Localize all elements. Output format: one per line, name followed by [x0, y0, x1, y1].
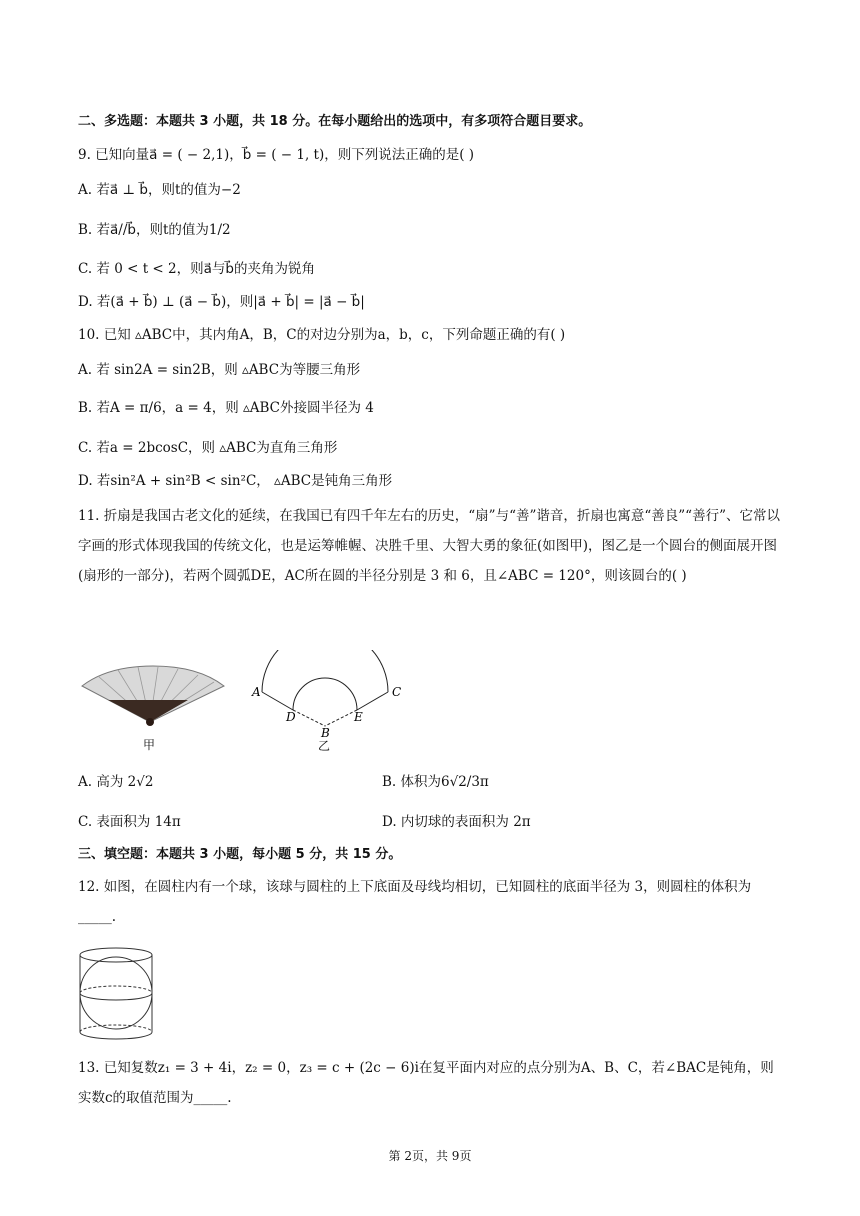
q10-option-a: A. 若 sin2A = sin2B，则 ▵ABC为等腰三角形 [78, 362, 361, 378]
cylinder-top [80, 948, 152, 962]
section-header-multi-choice: 二、多选题：本题共 3 小题，共 18 分。在每小题给出的选项中，有多项符合题目要求。 [78, 114, 592, 129]
q9-option-d: D. 若(a⃗ + b⃗) ⊥ (a⃗ − b⃗)，则|a⃗ + b⃗| = |a⃗ − b⃗| [78, 294, 365, 310]
q9-option-a: A. 若a⃗ ⊥ b⃗，则t的值为−2 [78, 182, 241, 198]
label-b: B [321, 726, 330, 738]
segment-db [293, 710, 325, 726]
arc-ac [262, 650, 388, 692]
q9-stem: 9. 已知向量a⃗ = ( − 2,1)，b⃗ = ( − 1, t)，则下列说法正确的是( ) [78, 147, 475, 163]
label-e: E [354, 710, 363, 724]
fan-pivot [146, 718, 154, 726]
folding-fan-figure [78, 664, 228, 734]
q10-option-b: B. 若A = π/6，a = 4，则 ▵ABC外接圆半径为 4 [78, 400, 374, 416]
q10-option-c: C. 若a = 2bcosC，则 ▵ABC为直角三角形 [78, 440, 338, 456]
q11-option-c: C. 表面积为 14π [78, 814, 181, 830]
section-header-fill-in: 三、填空题：本题共 3 小题，每小题 5 分，共 15 分。 [78, 847, 402, 862]
inscribed-sphere [80, 957, 152, 1029]
q11-stem: 11. 折扇是我国古老文化的延续，在我国已有四千年左右的历史，“扇”与“善”谐音，折扇也寓意“善良”“善行”、它常以字画的形式体现我国的传统文化，也是运筹帷幄、决胜千里、大智大勇的象征(如图甲)，图乙是一个圆台的侧面展开图(扇形的一部分)，若两个圆弧DE，AC所在圆的半径分别是 3 和 6，且∠ABC = 120°，则该圆台的( ) [78, 508, 780, 584]
sphere-equator-back [80, 986, 152, 993]
q10-option-d: D. 若sin²A + sin²B < sin²C， ▵ABC是钝角三角形 [78, 473, 393, 489]
label-a: A [252, 685, 261, 699]
page-footer: 第 2页，共 9页 [388, 1149, 472, 1163]
cylinder-sphere-figure [76, 946, 156, 1042]
segment-ad [262, 692, 293, 710]
fig-caption-left: 甲 [143, 738, 156, 752]
cylinder-bottom-front [80, 1032, 152, 1039]
sphere-equator-front [80, 993, 152, 1000]
segment-eb [325, 710, 357, 726]
segment-ce [357, 692, 388, 710]
fig-caption-right: 乙 [318, 739, 331, 753]
label-c: C [392, 685, 402, 699]
q12-stem: 12. 如图，在圆柱内有一个球，该球与圆柱的上下底面及母线均相切，已知圆柱的底面半径为 3，则圆柱的体积为_____. [78, 879, 752, 925]
q11-option-a: A. 高为 2√2 [78, 774, 154, 790]
q11-option-b: B. 体积为6√2/3π [382, 774, 489, 790]
frustum-unfolding-figure [250, 650, 410, 738]
label-d: D [286, 710, 296, 724]
q10-stem: 10. 已知 ▵ABC中，其内角A，B，C的对边分别为a，b，c，下列命题正确的有( ) [78, 327, 566, 343]
q9-option-b: B. 若a⃗//b⃗，则t的值为1/2 [78, 222, 231, 238]
q13-stem: 13. 已知复数z₁ = 3 + 4i，z₂ = 0，z₃ = c + (2c − 6)i在复平面内对应的点分别为A、B、C，若∠BAC是钝角，则实数c的取值范围为_____. [78, 1060, 774, 1106]
arc-de [293, 678, 357, 710]
q11-option-d: D. 内切球的表面积为 2π [382, 814, 531, 830]
q9-option-c: C. 若 0 < t < 2，则a⃗与b⃗的夹角为锐角 [78, 261, 315, 277]
